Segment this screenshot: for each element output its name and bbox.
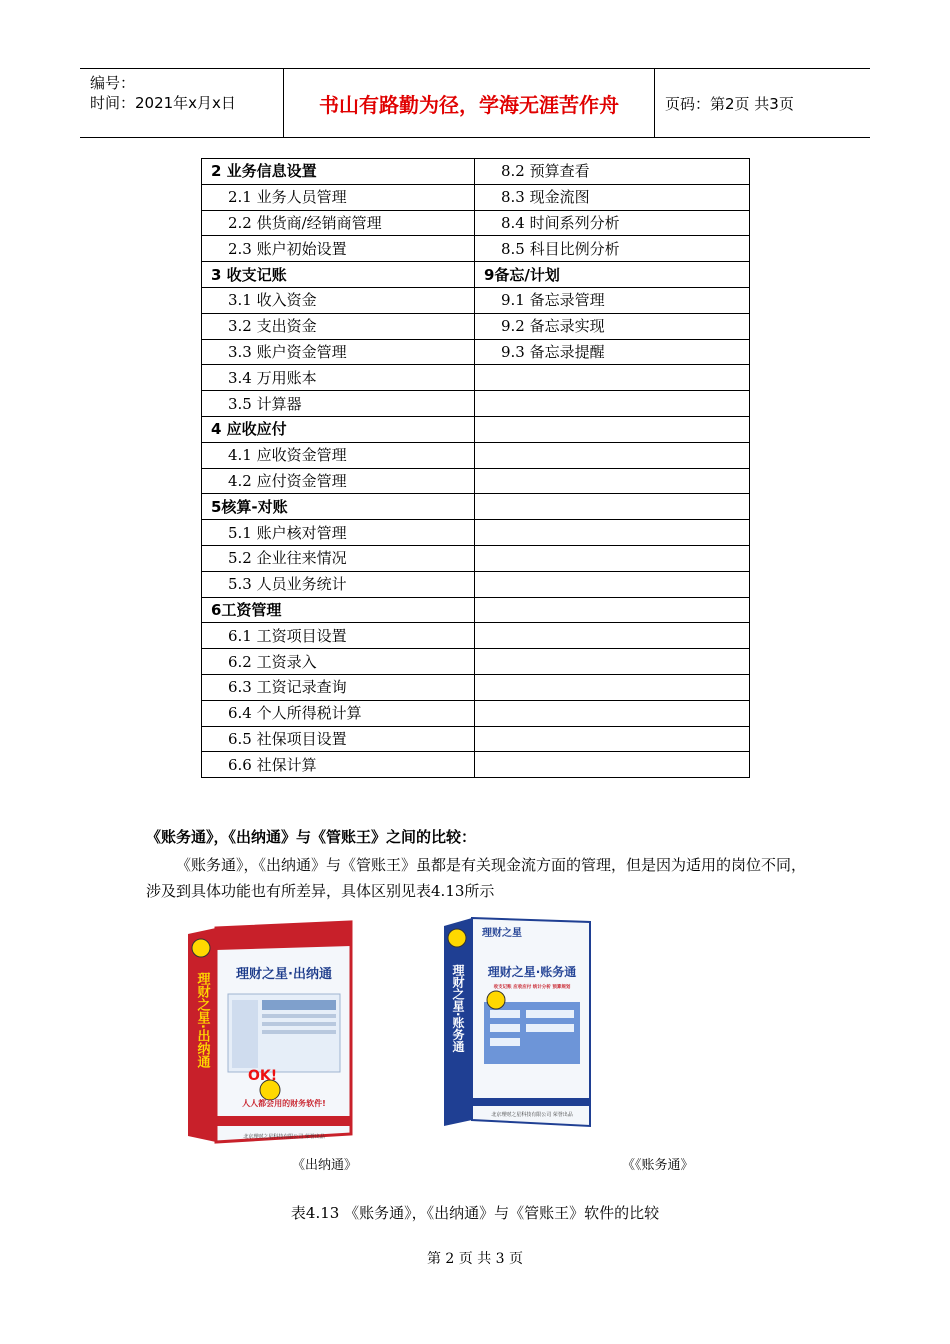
outline-subitem xyxy=(475,545,750,571)
outline-subitem xyxy=(475,700,750,726)
outline-row xyxy=(202,287,750,313)
outline-section-title: 5核算-对账 xyxy=(202,494,475,520)
outline-row xyxy=(202,365,750,391)
outline-subitem: 9.3 备忘录提醒 xyxy=(475,339,750,365)
outline-row xyxy=(202,623,750,649)
box-right-title: 理财之星·账务通 xyxy=(487,965,577,979)
outline-row xyxy=(202,468,750,494)
outline-body xyxy=(202,159,750,778)
outline-subitem: 8.4 时间系列分析 xyxy=(475,210,750,236)
feature-outline-table xyxy=(201,158,750,778)
outline-row xyxy=(202,700,750,726)
outline-subitem: 2.1 业务人员管理 xyxy=(202,184,475,210)
outline-row xyxy=(202,236,750,262)
outline-subitem: 3.1 收入资金 xyxy=(202,287,475,313)
outline-row xyxy=(202,571,750,597)
outline-subitem: 3.3 账户资金管理 xyxy=(202,339,475,365)
outline-row xyxy=(202,339,750,365)
box-right-spine: 理财之星·账务通 xyxy=(451,964,465,1053)
outline-section-title: 3 收支记账 xyxy=(202,262,475,288)
box-right-tagline: 收支记账 应收应付 统计分析 预算规划 xyxy=(493,985,571,990)
table-caption: 表4.13 《账务通》，《出纳通》与《管账王》软件的比较 xyxy=(290,1204,660,1222)
outline-row xyxy=(202,442,750,468)
box-left-company: 北京理财之星科技有限公司 荣誉出品 xyxy=(243,1134,325,1140)
outline-subitem: 2.3 账户初始设置 xyxy=(202,236,475,262)
header-time: 时间：2021年x月x日 xyxy=(90,94,236,112)
outline-row xyxy=(202,494,750,520)
page-footer: 第 2 页 共 3 页 xyxy=(426,1251,524,1267)
outline-subitem xyxy=(475,442,750,468)
outline-subitem: 8.3 现金流图 xyxy=(475,184,750,210)
header-motto: 书山有路勤为径，学海无涯苦作舟 xyxy=(284,69,655,137)
outline-subitem: 9.2 备忘录实现 xyxy=(475,313,750,339)
outline-row xyxy=(202,184,750,210)
outline-row xyxy=(202,313,750,339)
outline-subitem: 6.3 工资记录查询 xyxy=(202,674,475,700)
outline-row xyxy=(202,210,750,236)
outline-row xyxy=(202,752,750,778)
outline-subitem: 6.6 社保计算 xyxy=(202,752,475,778)
outline-subitem: 4.1 应收资金管理 xyxy=(202,442,475,468)
outline-subitem xyxy=(475,416,750,442)
header-meta xyxy=(80,69,284,137)
outline-subitem: 8.2 预算查看 xyxy=(475,159,750,185)
header-number: 编号： xyxy=(90,74,136,92)
comparison-paragraph: 《账务通》，《出纳通》与《管账王》虽都是有关现金流方面的管理，但是因为适用的岗位不同，涉及到具体功能也有所差异，具体区别见表4.13所示 xyxy=(146,856,807,900)
outline-row xyxy=(202,674,750,700)
product-box-zhangwutong xyxy=(442,914,594,1130)
outline-subitem xyxy=(475,752,750,778)
outline-subitem xyxy=(475,391,750,417)
outline-subitem xyxy=(475,623,750,649)
outline-subitem: 3.4 万用账本 xyxy=(202,365,475,391)
caption-zhangwutong: 《《账务通》 xyxy=(622,1158,694,1173)
outline-subitem: 6.5 社保项目设置 xyxy=(202,726,475,752)
outline-subitem xyxy=(475,468,750,494)
outline-row xyxy=(202,520,750,546)
box-left-spine: 理财之星·出纳通 xyxy=(194,972,210,1068)
box-left-slogan: 人人都会用的财务软件! xyxy=(242,1099,326,1108)
outline-subitem xyxy=(475,365,750,391)
outline-subitem: 8.5 科目比例分析 xyxy=(475,236,750,262)
outline-subitem: 6.4 个人所得税计算 xyxy=(202,700,475,726)
outline-section-title: 2 业务信息设置 xyxy=(202,159,475,185)
outline-subitem xyxy=(475,571,750,597)
outline-row xyxy=(202,159,750,185)
outline-subitem: 3.2 支出资金 xyxy=(202,313,475,339)
outline-subitem: 5.2 企业往来情况 xyxy=(202,545,475,571)
outline-subitem: 5.1 账户核对管理 xyxy=(202,520,475,546)
box-left-title: 理财之星·出纳通 xyxy=(236,967,332,982)
outline-subitem: 2.2 供货商/经销商管理 xyxy=(202,210,475,236)
outline-subitem: 3.5 计算器 xyxy=(202,391,475,417)
outline-subitem xyxy=(475,520,750,546)
box-right-company: 北京理财之星科技有限公司 荣誉出品 xyxy=(491,1112,573,1118)
outline-section-title: 6工资管理 xyxy=(202,597,475,623)
outline-subitem: 4.2 应付资金管理 xyxy=(202,468,475,494)
outline-section-title: 9备忘/计划 xyxy=(475,262,750,288)
outline-row xyxy=(202,726,750,752)
outline-subitem: 9.1 备忘录管理 xyxy=(475,287,750,313)
outline-subitem: 6.1 工资项目设置 xyxy=(202,623,475,649)
outline-subitem: 5.3 人员业务统计 xyxy=(202,571,475,597)
outline-section-title: 4 应收应付 xyxy=(202,416,475,442)
outline-subitem: 6.2 工资录入 xyxy=(202,649,475,675)
outline-row xyxy=(202,545,750,571)
outline-subitem xyxy=(475,649,750,675)
outline-row xyxy=(202,416,750,442)
comparison-heading: 《账务通》，《出纳通》与《管账王》之间的比较： xyxy=(146,828,477,846)
outline-subitem xyxy=(475,726,750,752)
outline-subitem xyxy=(475,674,750,700)
box-left-badge: OK! xyxy=(248,1068,278,1084)
outline-row xyxy=(202,391,750,417)
box-right-brand: 理财之星 xyxy=(482,928,522,939)
header-page-info: 页码：第2页 共3页 xyxy=(665,94,794,113)
page-header xyxy=(80,68,870,138)
product-box-chunatong xyxy=(186,920,358,1146)
outline-row xyxy=(202,649,750,675)
outline-subitem xyxy=(475,597,750,623)
outline-subitem xyxy=(475,494,750,520)
outline-row xyxy=(202,262,750,288)
outline-row xyxy=(202,597,750,623)
caption-chunatong: 《出纳通》 xyxy=(292,1158,358,1173)
